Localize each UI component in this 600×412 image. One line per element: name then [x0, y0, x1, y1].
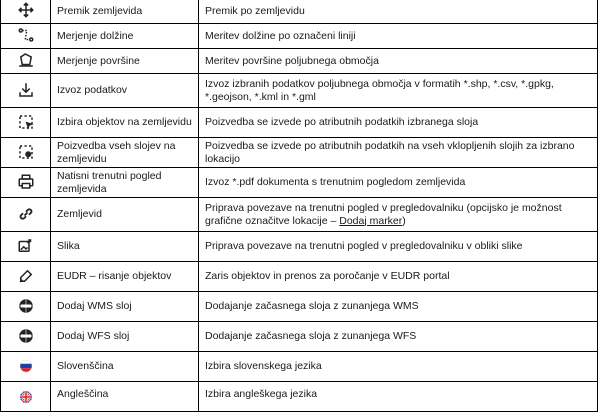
table-row [1, 292, 598, 322]
table-row [1, 138, 598, 168]
table-row [1, 232, 598, 262]
tool-description: Meritev površine poljubnega območja [199, 49, 598, 74]
tool-description [199, 198, 598, 232]
tool-name: Dodaj WFS sloj [51, 322, 199, 352]
table-row [1, 74, 598, 108]
printer-icon [15, 171, 37, 193]
tool-description: Izvoz izbranih podatkov poljubnega območja v formatih *.shp, *.csv, *.gpkg, *.geojson, *.kml in *.gml [199, 74, 598, 108]
link-icon [15, 203, 37, 225]
tool-description: Poizvedba se izvede po atributnih podatkih izbranega sloja [199, 108, 598, 138]
tool-description: Dodajanje začasnega sloja z zunanjega WFS [199, 322, 598, 352]
tool-description: Dodajanje začasnega sloja z zunanjega WMS [199, 292, 598, 322]
table-row [1, 108, 598, 138]
tool-description: Izbira angleškega jezika [199, 382, 598, 412]
table-row [1, 382, 598, 412]
description-end: ) [402, 214, 406, 227]
description-text: Priprava povezave na trenutni pogled v pregledovalniku (opcijsko je možnost grafične označitve lokacije – [205, 201, 562, 227]
tool-name: Premik zemljevida [51, 0, 199, 24]
slovenian-flag-icon [15, 355, 37, 377]
wms-globe-icon [15, 295, 37, 317]
table-row [1, 0, 598, 24]
edit-draw-icon [15, 265, 37, 287]
move-arrows-icon [15, 0, 37, 21]
tool-name: Angleščina [51, 382, 199, 412]
add-marker-link[interactable]: Dodaj marker [339, 214, 403, 227]
table-row [1, 168, 598, 198]
query-location-icon [15, 141, 37, 163]
tool-name: Izvoz podatkov [51, 74, 199, 108]
table-row [1, 24, 598, 49]
tool-name: EUDR – risanje objektov [51, 262, 199, 292]
tool-description: Priprava povezave na trenutni pogled v pregledovalniku v obliki slike [199, 232, 598, 262]
wfs-globe-icon [15, 325, 37, 347]
tool-name: Merjenje dolžine [51, 24, 199, 49]
measure-area-icon [15, 49, 37, 71]
tool-description: Izvoz *.pdf dokumenta s trenutnim pogledom zemljevida [199, 168, 598, 198]
tool-description: Meritev dolžine po označeni liniji [199, 24, 598, 49]
download-icon [15, 79, 37, 101]
english-flag-icon [15, 386, 37, 408]
table-row [1, 352, 598, 382]
tool-description: Izbira slovenskega jezika [199, 352, 598, 382]
tool-name: Poizvedba vseh slojev na zemljevidu [51, 138, 199, 168]
tool-name: Izbira objektov na zemljevidu [51, 108, 199, 138]
table-row [1, 49, 598, 74]
tool-name: Slovenščina [51, 352, 199, 382]
tool-name: Zemljevid [51, 198, 199, 232]
tool-description: Poizvedba se izvede po atributnih podatkih na vseh vklopljenih slojih za izbrano lokacijo [199, 138, 598, 168]
image-share-icon [15, 235, 37, 257]
table-row [1, 262, 598, 292]
select-area-icon [15, 111, 37, 133]
table-row [1, 198, 598, 232]
tool-name: Natisni trenutni pogled zemljevida [51, 168, 199, 198]
tool-description: Premik po zemljevidu [199, 0, 598, 24]
table-row [1, 322, 598, 352]
tool-description: Zaris objektov in prenos za poročanje v EUDR portal [199, 262, 598, 292]
measure-length-icon [15, 24, 37, 46]
tool-name: Dodaj WMS sloj [51, 292, 199, 322]
tool-name: Merjenje površine [51, 49, 199, 74]
tool-name: Slika [51, 232, 199, 262]
